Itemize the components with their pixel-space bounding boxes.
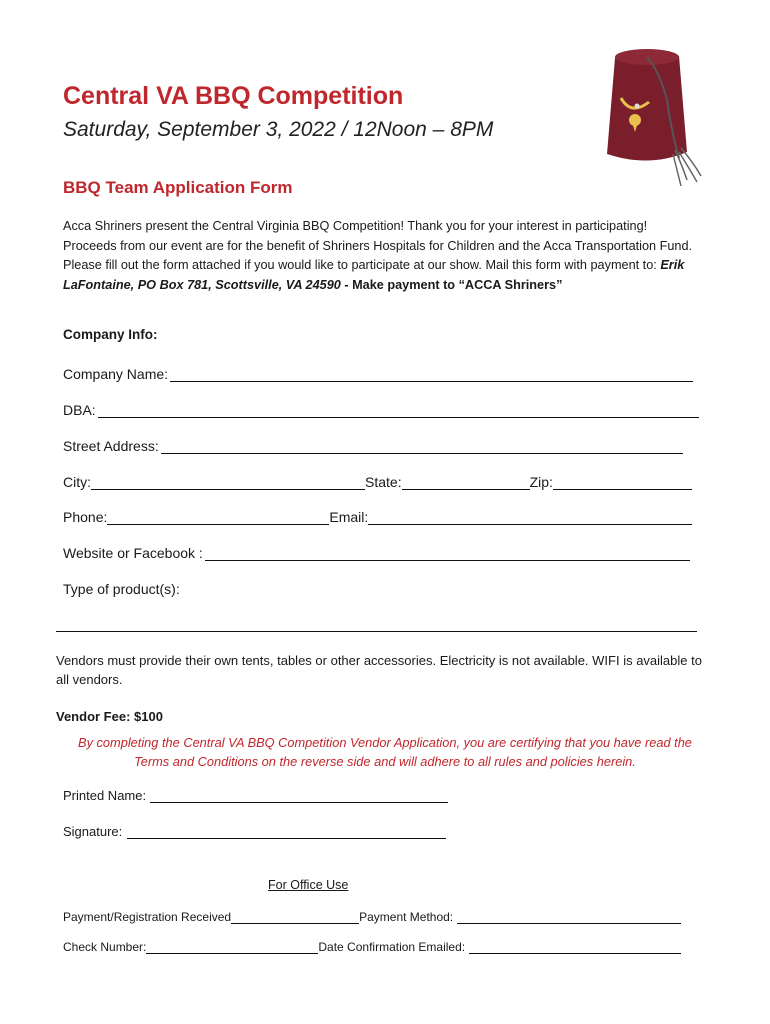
vendor-note: Vendors must provide their own tents, tables or other accessories. Electricity is not available. WIFI is available to all vendors. (56, 653, 702, 687)
check-number-label: Check Number: (63, 940, 147, 954)
company-info-heading: Company Info: (63, 327, 158, 342)
payment-method-field[interactable] (457, 909, 681, 924)
office-row-1 (63, 909, 681, 924)
office-row-2 (63, 939, 681, 954)
date-emailed-label: Date Confirmation Emailed: (318, 940, 466, 954)
dba-field[interactable] (98, 403, 699, 418)
form-title: BBQ Team Application Form (63, 178, 293, 197)
dba-label: DBA: (63, 402, 96, 418)
street-label: Street Address: (63, 438, 159, 454)
state-label: State: (365, 474, 402, 490)
printed-name-label: Printed Name: (63, 788, 147, 803)
certification-statement: By completing the Central VA BBQ Competition Vendor Application, you are certifying that you have read the Terms and Conditions on the reverse side and will adhere to all rules and policies herein. (78, 735, 692, 769)
product-field[interactable] (56, 617, 697, 632)
phone-field[interactable] (107, 510, 329, 525)
signature-label: Signature: (63, 824, 123, 839)
date-emailed-field[interactable] (469, 939, 681, 954)
payment-received-field[interactable] (231, 909, 359, 924)
signature-row (63, 824, 446, 839)
dba-row (63, 402, 699, 418)
city-state-zip-row (63, 474, 692, 490)
product-row (63, 581, 180, 597)
mailing-address: Erik LaFontaine, PO Box 781, Scottsville, VA 24590 (63, 258, 685, 292)
check-number-field[interactable] (146, 939, 318, 954)
zip-label: Zip: (529, 474, 553, 490)
page-title: Central VA BBQ Competition (63, 82, 404, 110)
vendor-fee: Vendor Fee: $100 (56, 709, 163, 724)
website-row (63, 545, 690, 561)
printed-name-field[interactable] (150, 788, 448, 803)
city-label: City: (63, 474, 91, 490)
product-label: Type of product(s): (63, 581, 180, 597)
signature-field[interactable] (127, 824, 446, 839)
phone-email-row (63, 509, 692, 525)
city-field[interactable] (91, 475, 365, 490)
payment-instructions: - Make payment to “ACCA Shriners” (340, 277, 563, 292)
email-label: Email: (329, 509, 369, 525)
payment-method-label: Payment Method: (359, 910, 454, 924)
street-field[interactable] (161, 439, 683, 454)
street-row (63, 438, 683, 454)
phone-label: Phone: (63, 509, 108, 525)
printed-name-row (63, 788, 448, 803)
company-name-row (63, 366, 693, 382)
payment-received-label: Payment/Registration Received (63, 910, 232, 924)
email-field[interactable] (368, 510, 692, 525)
website-field[interactable] (205, 546, 690, 561)
office-use-heading: For Office Use (268, 878, 349, 892)
website-label: Website or Facebook : (63, 545, 203, 561)
zip-field[interactable] (553, 475, 692, 490)
event-date: Saturday, September 3, 2022 / 12Noon – 8PM (63, 118, 494, 141)
company-name-label: Company Name: (63, 366, 169, 382)
state-field[interactable] (402, 475, 530, 490)
shriners-fez-icon (597, 40, 702, 190)
intro-paragraph (63, 217, 693, 295)
company-name-field[interactable] (170, 367, 693, 382)
intro-text: Acca Shriners present the Central Virginia BBQ Competition! Thank you for your interest in participating! Proceeds from our event are for the benefit of Shriners Hospitals for Children and the Acca Transportation Fund. Please fill out the form attached if you would like to participate at our show. Mail this form with payment to: (63, 219, 693, 272)
